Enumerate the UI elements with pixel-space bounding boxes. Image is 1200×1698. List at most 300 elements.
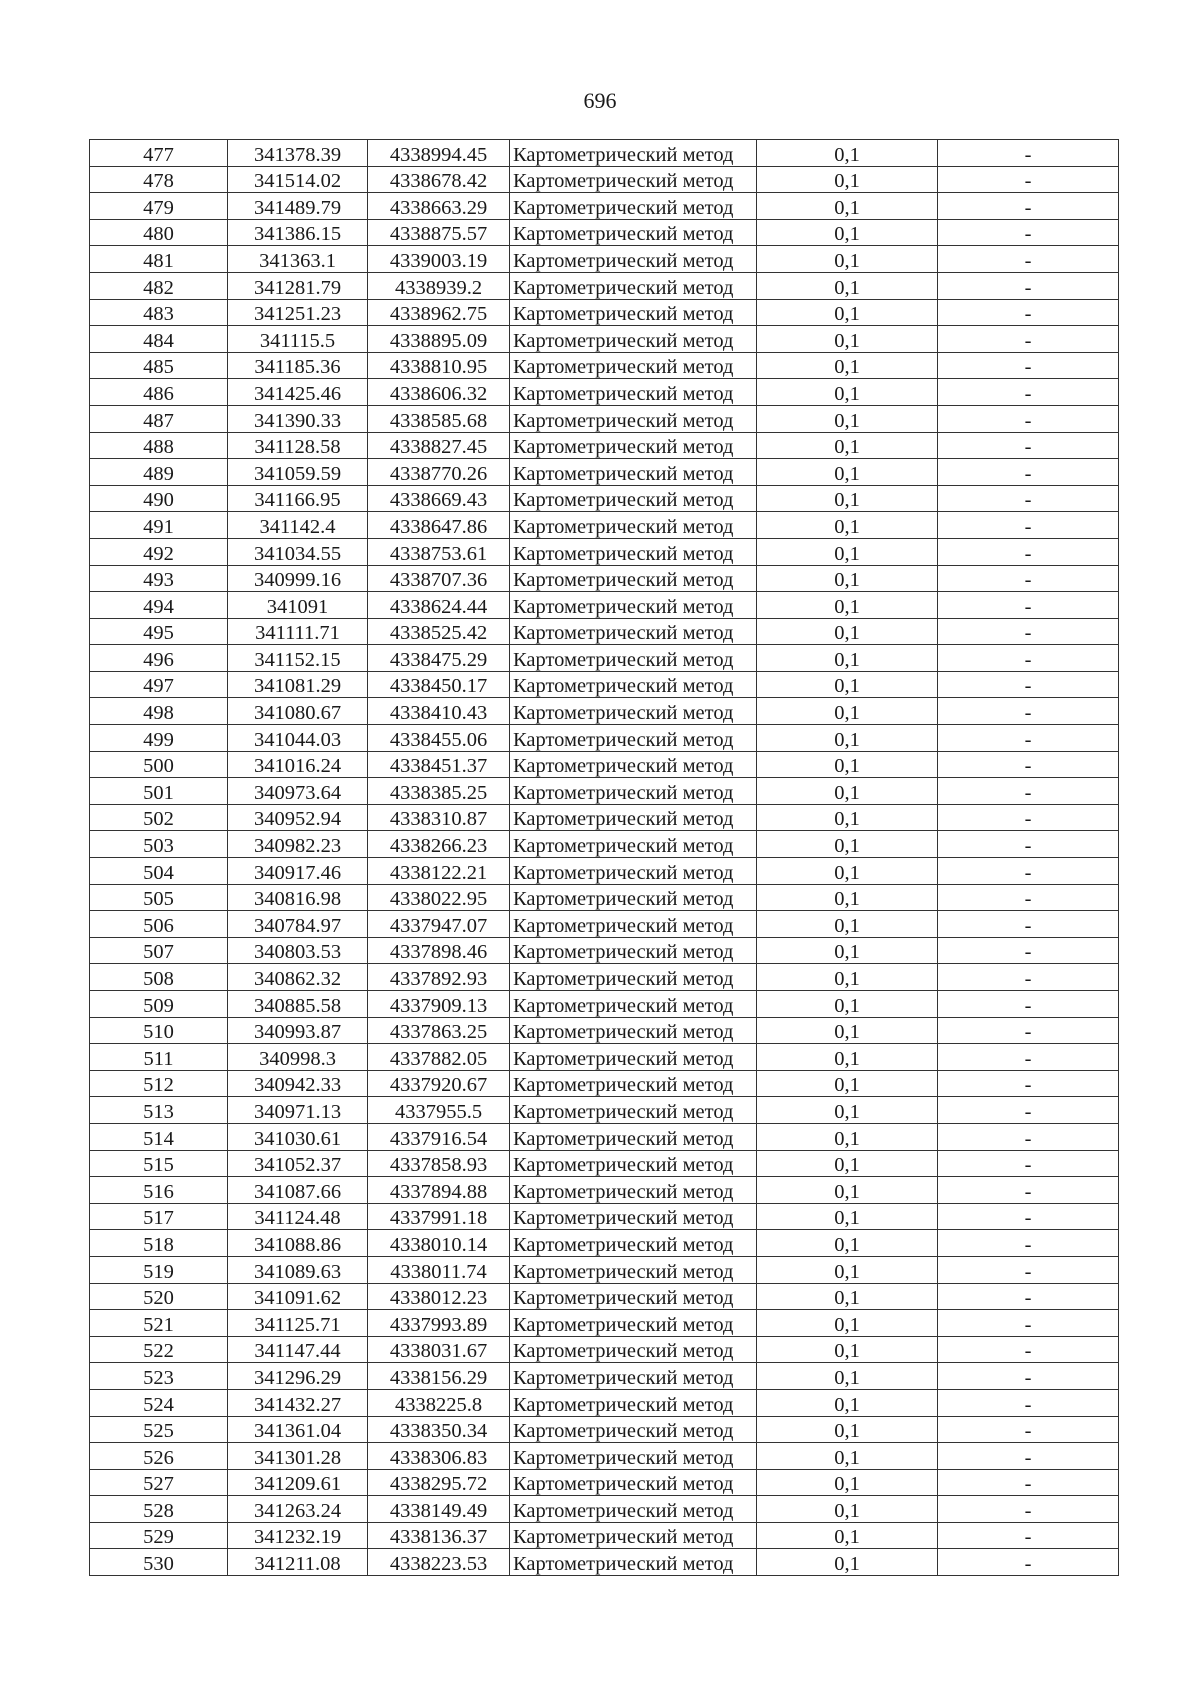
coordinates-table [89, 139, 1119, 1576]
point-number-cell: 494 [90, 592, 228, 619]
note-cell: - [938, 1336, 1119, 1363]
y-coordinate-cell: 4338624.44 [368, 592, 510, 619]
note-cell: - [938, 1070, 1119, 1097]
y-coordinate-cell: 4338451.37 [368, 751, 510, 778]
x-coordinate-cell: 341263.24 [228, 1496, 368, 1523]
table-row [90, 1496, 1119, 1523]
accuracy-cell: 0,1 [757, 1416, 938, 1443]
accuracy-cell: 0,1 [757, 1097, 938, 1124]
point-number-cell: 501 [90, 778, 228, 805]
table-row [90, 592, 1119, 619]
y-coordinate-cell: 4337916.54 [368, 1123, 510, 1150]
accuracy-cell: 0,1 [757, 831, 938, 858]
accuracy-cell: 0,1 [757, 299, 938, 326]
x-coordinate-cell: 341152.15 [228, 645, 368, 672]
note-cell: - [938, 193, 1119, 220]
table-row [90, 1283, 1119, 1310]
point-number-cell: 487 [90, 405, 228, 432]
table-row [90, 1203, 1119, 1230]
y-coordinate-cell: 4338022.95 [368, 884, 510, 911]
table-row [90, 778, 1119, 805]
x-coordinate-cell: 341489.79 [228, 193, 368, 220]
note-cell: - [938, 246, 1119, 273]
y-coordinate-cell: 4337993.89 [368, 1310, 510, 1337]
note-cell: - [938, 565, 1119, 592]
x-coordinate-cell: 341089.63 [228, 1256, 368, 1283]
method-cell: Картометрический метод [510, 964, 757, 991]
method-cell: Картометрический метод [510, 1310, 757, 1337]
y-coordinate-cell: 4338895.09 [368, 326, 510, 353]
method-cell: Картометрический метод [510, 1469, 757, 1496]
accuracy-cell: 0,1 [757, 1177, 938, 1204]
note-cell: - [938, 592, 1119, 619]
accuracy-cell: 0,1 [757, 193, 938, 220]
table-row [90, 459, 1119, 486]
table-row [90, 831, 1119, 858]
x-coordinate-cell: 341378.39 [228, 140, 368, 167]
note-cell: - [938, 1177, 1119, 1204]
accuracy-cell: 0,1 [757, 1443, 938, 1470]
x-coordinate-cell: 341166.95 [228, 485, 368, 512]
point-number-cell: 506 [90, 911, 228, 938]
x-coordinate-cell: 341081.29 [228, 671, 368, 698]
point-number-cell: 509 [90, 991, 228, 1018]
accuracy-cell: 0,1 [757, 1389, 938, 1416]
note-cell: - [938, 645, 1119, 672]
y-coordinate-cell: 4338306.83 [368, 1443, 510, 1470]
x-coordinate-cell: 340998.3 [228, 1044, 368, 1071]
x-coordinate-cell: 340942.33 [228, 1070, 368, 1097]
point-number-cell: 478 [90, 166, 228, 193]
x-coordinate-cell: 341080.67 [228, 698, 368, 725]
note-cell: - [938, 725, 1119, 752]
table-row [90, 1469, 1119, 1496]
method-cell: Картометрический метод [510, 858, 757, 885]
method-cell: Картометрический метод [510, 565, 757, 592]
table-row [90, 991, 1119, 1018]
note-cell: - [938, 326, 1119, 353]
x-coordinate-cell: 341301.28 [228, 1443, 368, 1470]
table-row [90, 1256, 1119, 1283]
accuracy-cell: 0,1 [757, 964, 938, 991]
x-coordinate-cell: 340999.16 [228, 565, 368, 592]
y-coordinate-cell: 4338810.95 [368, 352, 510, 379]
x-coordinate-cell: 341044.03 [228, 725, 368, 752]
point-number-cell: 505 [90, 884, 228, 911]
x-coordinate-cell: 341091 [228, 592, 368, 619]
table-row [90, 1017, 1119, 1044]
y-coordinate-cell: 4337947.07 [368, 911, 510, 938]
method-cell: Картометрический метод [510, 1283, 757, 1310]
y-coordinate-cell: 4338012.23 [368, 1283, 510, 1310]
x-coordinate-cell: 340952.94 [228, 804, 368, 831]
y-coordinate-cell: 4338753.61 [368, 538, 510, 565]
x-coordinate-cell: 341111.71 [228, 618, 368, 645]
page-number: 696 [583, 88, 617, 113]
note-cell: - [938, 1496, 1119, 1523]
x-coordinate-cell: 340982.23 [228, 831, 368, 858]
table-row [90, 751, 1119, 778]
accuracy-cell: 0,1 [757, 1310, 938, 1337]
x-coordinate-cell: 341232.19 [228, 1522, 368, 1549]
method-cell: Картометрический метод [510, 1549, 757, 1576]
accuracy-cell: 0,1 [757, 459, 938, 486]
y-coordinate-cell: 4338122.21 [368, 858, 510, 885]
point-number-cell: 498 [90, 698, 228, 725]
table-row [90, 379, 1119, 406]
y-coordinate-cell: 4338707.36 [368, 565, 510, 592]
x-coordinate-cell: 341128.58 [228, 432, 368, 459]
table-row [90, 405, 1119, 432]
point-number-cell: 530 [90, 1549, 228, 1576]
accuracy-cell: 0,1 [757, 645, 938, 672]
table-row [90, 725, 1119, 752]
accuracy-cell: 0,1 [757, 352, 938, 379]
accuracy-cell: 0,1 [757, 219, 938, 246]
point-number-cell: 510 [90, 1017, 228, 1044]
point-number-cell: 504 [90, 858, 228, 885]
note-cell: - [938, 459, 1119, 486]
note-cell: - [938, 512, 1119, 539]
x-coordinate-cell: 340784.97 [228, 911, 368, 938]
table-row [90, 299, 1119, 326]
point-number-cell: 522 [90, 1336, 228, 1363]
note-cell: - [938, 1123, 1119, 1150]
table-row [90, 618, 1119, 645]
note-cell: - [938, 1150, 1119, 1177]
point-number-cell: 500 [90, 751, 228, 778]
note-cell: - [938, 1310, 1119, 1337]
table-row [90, 858, 1119, 885]
method-cell: Картометрический метод [510, 512, 757, 539]
accuracy-cell: 0,1 [757, 1044, 938, 1071]
method-cell: Картометрический метод [510, 698, 757, 725]
y-coordinate-cell: 4337858.93 [368, 1150, 510, 1177]
y-coordinate-cell: 4338525.42 [368, 618, 510, 645]
point-number-cell: 495 [90, 618, 228, 645]
accuracy-cell: 0,1 [757, 1336, 938, 1363]
x-coordinate-cell: 341087.66 [228, 1177, 368, 1204]
method-cell: Картометрический метод [510, 432, 757, 459]
y-coordinate-cell: 4338678.42 [368, 166, 510, 193]
table-row [90, 671, 1119, 698]
table-row [90, 432, 1119, 459]
note-cell: - [938, 352, 1119, 379]
x-coordinate-cell: 341296.29 [228, 1363, 368, 1390]
point-number-cell: 517 [90, 1203, 228, 1230]
note-cell: - [938, 1416, 1119, 1443]
accuracy-cell: 0,1 [757, 1283, 938, 1310]
point-number-cell: 524 [90, 1389, 228, 1416]
x-coordinate-cell: 341211.08 [228, 1549, 368, 1576]
accuracy-cell: 0,1 [757, 1469, 938, 1496]
y-coordinate-cell: 4338669.43 [368, 485, 510, 512]
method-cell: Картометрический метод [510, 1123, 757, 1150]
point-number-cell: 488 [90, 432, 228, 459]
method-cell: Картометрический метод [510, 751, 757, 778]
x-coordinate-cell: 341091.62 [228, 1283, 368, 1310]
method-cell: Картометрический метод [510, 326, 757, 353]
accuracy-cell: 0,1 [757, 1230, 938, 1257]
accuracy-cell: 0,1 [757, 884, 938, 911]
y-coordinate-cell: 4338827.45 [368, 432, 510, 459]
point-number-cell: 515 [90, 1150, 228, 1177]
x-coordinate-cell: 340973.64 [228, 778, 368, 805]
note-cell: - [938, 1203, 1119, 1230]
y-coordinate-cell: 4338962.75 [368, 299, 510, 326]
y-coordinate-cell: 4338663.29 [368, 193, 510, 220]
accuracy-cell: 0,1 [757, 1522, 938, 1549]
table-row [90, 219, 1119, 246]
table-row [90, 1336, 1119, 1363]
accuracy-cell: 0,1 [757, 140, 938, 167]
accuracy-cell: 0,1 [757, 911, 938, 938]
x-coordinate-cell: 341425.46 [228, 379, 368, 406]
table-row [90, 1389, 1119, 1416]
y-coordinate-cell: 4338606.32 [368, 379, 510, 406]
method-cell: Картометрический метод [510, 1363, 757, 1390]
y-coordinate-cell: 4337991.18 [368, 1203, 510, 1230]
y-coordinate-cell: 4338149.49 [368, 1496, 510, 1523]
y-coordinate-cell: 4337882.05 [368, 1044, 510, 1071]
note-cell: - [938, 1044, 1119, 1071]
note-cell: - [938, 538, 1119, 565]
accuracy-cell: 0,1 [757, 379, 938, 406]
accuracy-cell: 0,1 [757, 1203, 938, 1230]
y-coordinate-cell: 4337909.13 [368, 991, 510, 1018]
table-row [90, 804, 1119, 831]
accuracy-cell: 0,1 [757, 937, 938, 964]
y-coordinate-cell: 4338011.74 [368, 1256, 510, 1283]
x-coordinate-cell: 340971.13 [228, 1097, 368, 1124]
point-number-cell: 511 [90, 1044, 228, 1071]
table-row [90, 1549, 1119, 1576]
table-row [90, 1310, 1119, 1337]
y-coordinate-cell: 4338010.14 [368, 1230, 510, 1257]
note-cell: - [938, 911, 1119, 938]
note-cell: - [938, 618, 1119, 645]
point-number-cell: 491 [90, 512, 228, 539]
point-number-cell: 526 [90, 1443, 228, 1470]
point-number-cell: 485 [90, 352, 228, 379]
note-cell: - [938, 937, 1119, 964]
x-coordinate-cell: 340862.32 [228, 964, 368, 991]
point-number-cell: 484 [90, 326, 228, 353]
y-coordinate-cell: 4337894.88 [368, 1177, 510, 1204]
x-coordinate-cell: 341361.04 [228, 1416, 368, 1443]
x-coordinate-cell: 341016.24 [228, 751, 368, 778]
y-coordinate-cell: 4337898.46 [368, 937, 510, 964]
table-row [90, 911, 1119, 938]
method-cell: Картометрический метод [510, 405, 757, 432]
accuracy-cell: 0,1 [757, 1363, 938, 1390]
point-number-cell: 523 [90, 1363, 228, 1390]
y-coordinate-cell: 4338350.34 [368, 1416, 510, 1443]
method-cell: Картометрический метод [510, 1416, 757, 1443]
point-number-cell: 508 [90, 964, 228, 991]
table-row [90, 565, 1119, 592]
accuracy-cell: 0,1 [757, 592, 938, 619]
method-cell: Картометрический метод [510, 1044, 757, 1071]
table-row [90, 140, 1119, 167]
point-number-cell: 519 [90, 1256, 228, 1283]
point-number-cell: 528 [90, 1496, 228, 1523]
table-row [90, 1070, 1119, 1097]
accuracy-cell: 0,1 [757, 1017, 938, 1044]
note-cell: - [938, 751, 1119, 778]
table-row [90, 698, 1119, 725]
table-row [90, 1044, 1119, 1071]
note-cell: - [938, 884, 1119, 911]
note-cell: - [938, 379, 1119, 406]
y-coordinate-cell: 4338310.87 [368, 804, 510, 831]
point-number-cell: 503 [90, 831, 228, 858]
table-row [90, 1522, 1119, 1549]
y-coordinate-cell: 4338266.23 [368, 831, 510, 858]
note-cell: - [938, 1283, 1119, 1310]
point-number-cell: 513 [90, 1097, 228, 1124]
y-coordinate-cell: 4337892.93 [368, 964, 510, 991]
table-row [90, 246, 1119, 273]
method-cell: Картометрический метод [510, 1336, 757, 1363]
y-coordinate-cell: 4338455.06 [368, 725, 510, 752]
point-number-cell: 521 [90, 1310, 228, 1337]
point-number-cell: 507 [90, 937, 228, 964]
method-cell: Картометрический метод [510, 1017, 757, 1044]
accuracy-cell: 0,1 [757, 272, 938, 299]
point-number-cell: 482 [90, 272, 228, 299]
point-number-cell: 518 [90, 1230, 228, 1257]
y-coordinate-cell: 4338225.8 [368, 1389, 510, 1416]
table-row [90, 193, 1119, 220]
table-row [90, 485, 1119, 512]
method-cell: Картометрический метод [510, 618, 757, 645]
x-coordinate-cell: 341386.15 [228, 219, 368, 246]
table-row [90, 1123, 1119, 1150]
note-cell: - [938, 140, 1119, 167]
y-coordinate-cell: 4339003.19 [368, 246, 510, 273]
accuracy-cell: 0,1 [757, 1070, 938, 1097]
method-cell: Картометрический метод [510, 379, 757, 406]
method-cell: Картометрический метод [510, 1203, 757, 1230]
point-number-cell: 477 [90, 140, 228, 167]
note-cell: - [938, 778, 1119, 805]
x-coordinate-cell: 340993.87 [228, 1017, 368, 1044]
method-cell: Картометрический метод [510, 911, 757, 938]
y-coordinate-cell: 4338994.45 [368, 140, 510, 167]
y-coordinate-cell: 4337863.25 [368, 1017, 510, 1044]
point-number-cell: 499 [90, 725, 228, 752]
x-coordinate-cell: 341390.33 [228, 405, 368, 432]
accuracy-cell: 0,1 [757, 618, 938, 645]
x-coordinate-cell: 341251.23 [228, 299, 368, 326]
point-number-cell: 479 [90, 193, 228, 220]
note-cell: - [938, 485, 1119, 512]
x-coordinate-cell: 341209.61 [228, 1469, 368, 1496]
y-coordinate-cell: 4337955.5 [368, 1097, 510, 1124]
note-cell: - [938, 272, 1119, 299]
method-cell: Картометрический метод [510, 991, 757, 1018]
point-number-cell: 525 [90, 1416, 228, 1443]
point-number-cell: 496 [90, 645, 228, 672]
table-row [90, 1230, 1119, 1257]
x-coordinate-cell: 341124.48 [228, 1203, 368, 1230]
method-cell: Картометрический метод [510, 352, 757, 379]
y-coordinate-cell: 4338939.2 [368, 272, 510, 299]
accuracy-cell: 0,1 [757, 671, 938, 698]
point-number-cell: 480 [90, 219, 228, 246]
note-cell: - [938, 219, 1119, 246]
accuracy-cell: 0,1 [757, 751, 938, 778]
note-cell: - [938, 166, 1119, 193]
method-cell: Картометрический метод [510, 1496, 757, 1523]
method-cell: Картометрический метод [510, 140, 757, 167]
method-cell: Картометрический метод [510, 485, 757, 512]
method-cell: Картометрический метод [510, 1443, 757, 1470]
method-cell: Картометрический метод [510, 299, 757, 326]
note-cell: - [938, 1363, 1119, 1390]
table-row [90, 538, 1119, 565]
table-row [90, 964, 1119, 991]
table-row [90, 1097, 1119, 1124]
table-row [90, 166, 1119, 193]
accuracy-cell: 0,1 [757, 432, 938, 459]
note-cell: - [938, 299, 1119, 326]
y-coordinate-cell: 4338156.29 [368, 1363, 510, 1390]
accuracy-cell: 0,1 [757, 804, 938, 831]
method-cell: Картометрический метод [510, 538, 757, 565]
accuracy-cell: 0,1 [757, 565, 938, 592]
accuracy-cell: 0,1 [757, 698, 938, 725]
note-cell: - [938, 405, 1119, 432]
y-coordinate-cell: 4338385.25 [368, 778, 510, 805]
method-cell: Картометрический метод [510, 246, 757, 273]
note-cell: - [938, 1389, 1119, 1416]
x-coordinate-cell: 341034.55 [228, 538, 368, 565]
accuracy-cell: 0,1 [757, 326, 938, 353]
coordinates-table-body [90, 140, 1119, 1576]
note-cell: - [938, 1097, 1119, 1124]
x-coordinate-cell: 341281.79 [228, 272, 368, 299]
point-number-cell: 489 [90, 459, 228, 486]
x-coordinate-cell: 341115.5 [228, 326, 368, 353]
y-coordinate-cell: 4338475.29 [368, 645, 510, 672]
y-coordinate-cell: 4338136.37 [368, 1522, 510, 1549]
accuracy-cell: 0,1 [757, 725, 938, 752]
x-coordinate-cell: 341030.61 [228, 1123, 368, 1150]
accuracy-cell: 0,1 [757, 1256, 938, 1283]
note-cell: - [938, 964, 1119, 991]
x-coordinate-cell: 341514.02 [228, 166, 368, 193]
table-row [90, 352, 1119, 379]
x-coordinate-cell: 341088.86 [228, 1230, 368, 1257]
point-number-cell: 520 [90, 1283, 228, 1310]
table-row [90, 1363, 1119, 1390]
point-number-cell: 483 [90, 299, 228, 326]
method-cell: Картометрический метод [510, 1150, 757, 1177]
table-row [90, 1150, 1119, 1177]
method-cell: Картометрический метод [510, 592, 757, 619]
note-cell: - [938, 991, 1119, 1018]
note-cell: - [938, 1443, 1119, 1470]
point-number-cell: 497 [90, 671, 228, 698]
accuracy-cell: 0,1 [757, 778, 938, 805]
point-number-cell: 502 [90, 804, 228, 831]
x-coordinate-cell: 340816.98 [228, 884, 368, 911]
accuracy-cell: 0,1 [757, 246, 938, 273]
method-cell: Картометрический метод [510, 1256, 757, 1283]
accuracy-cell: 0,1 [757, 538, 938, 565]
